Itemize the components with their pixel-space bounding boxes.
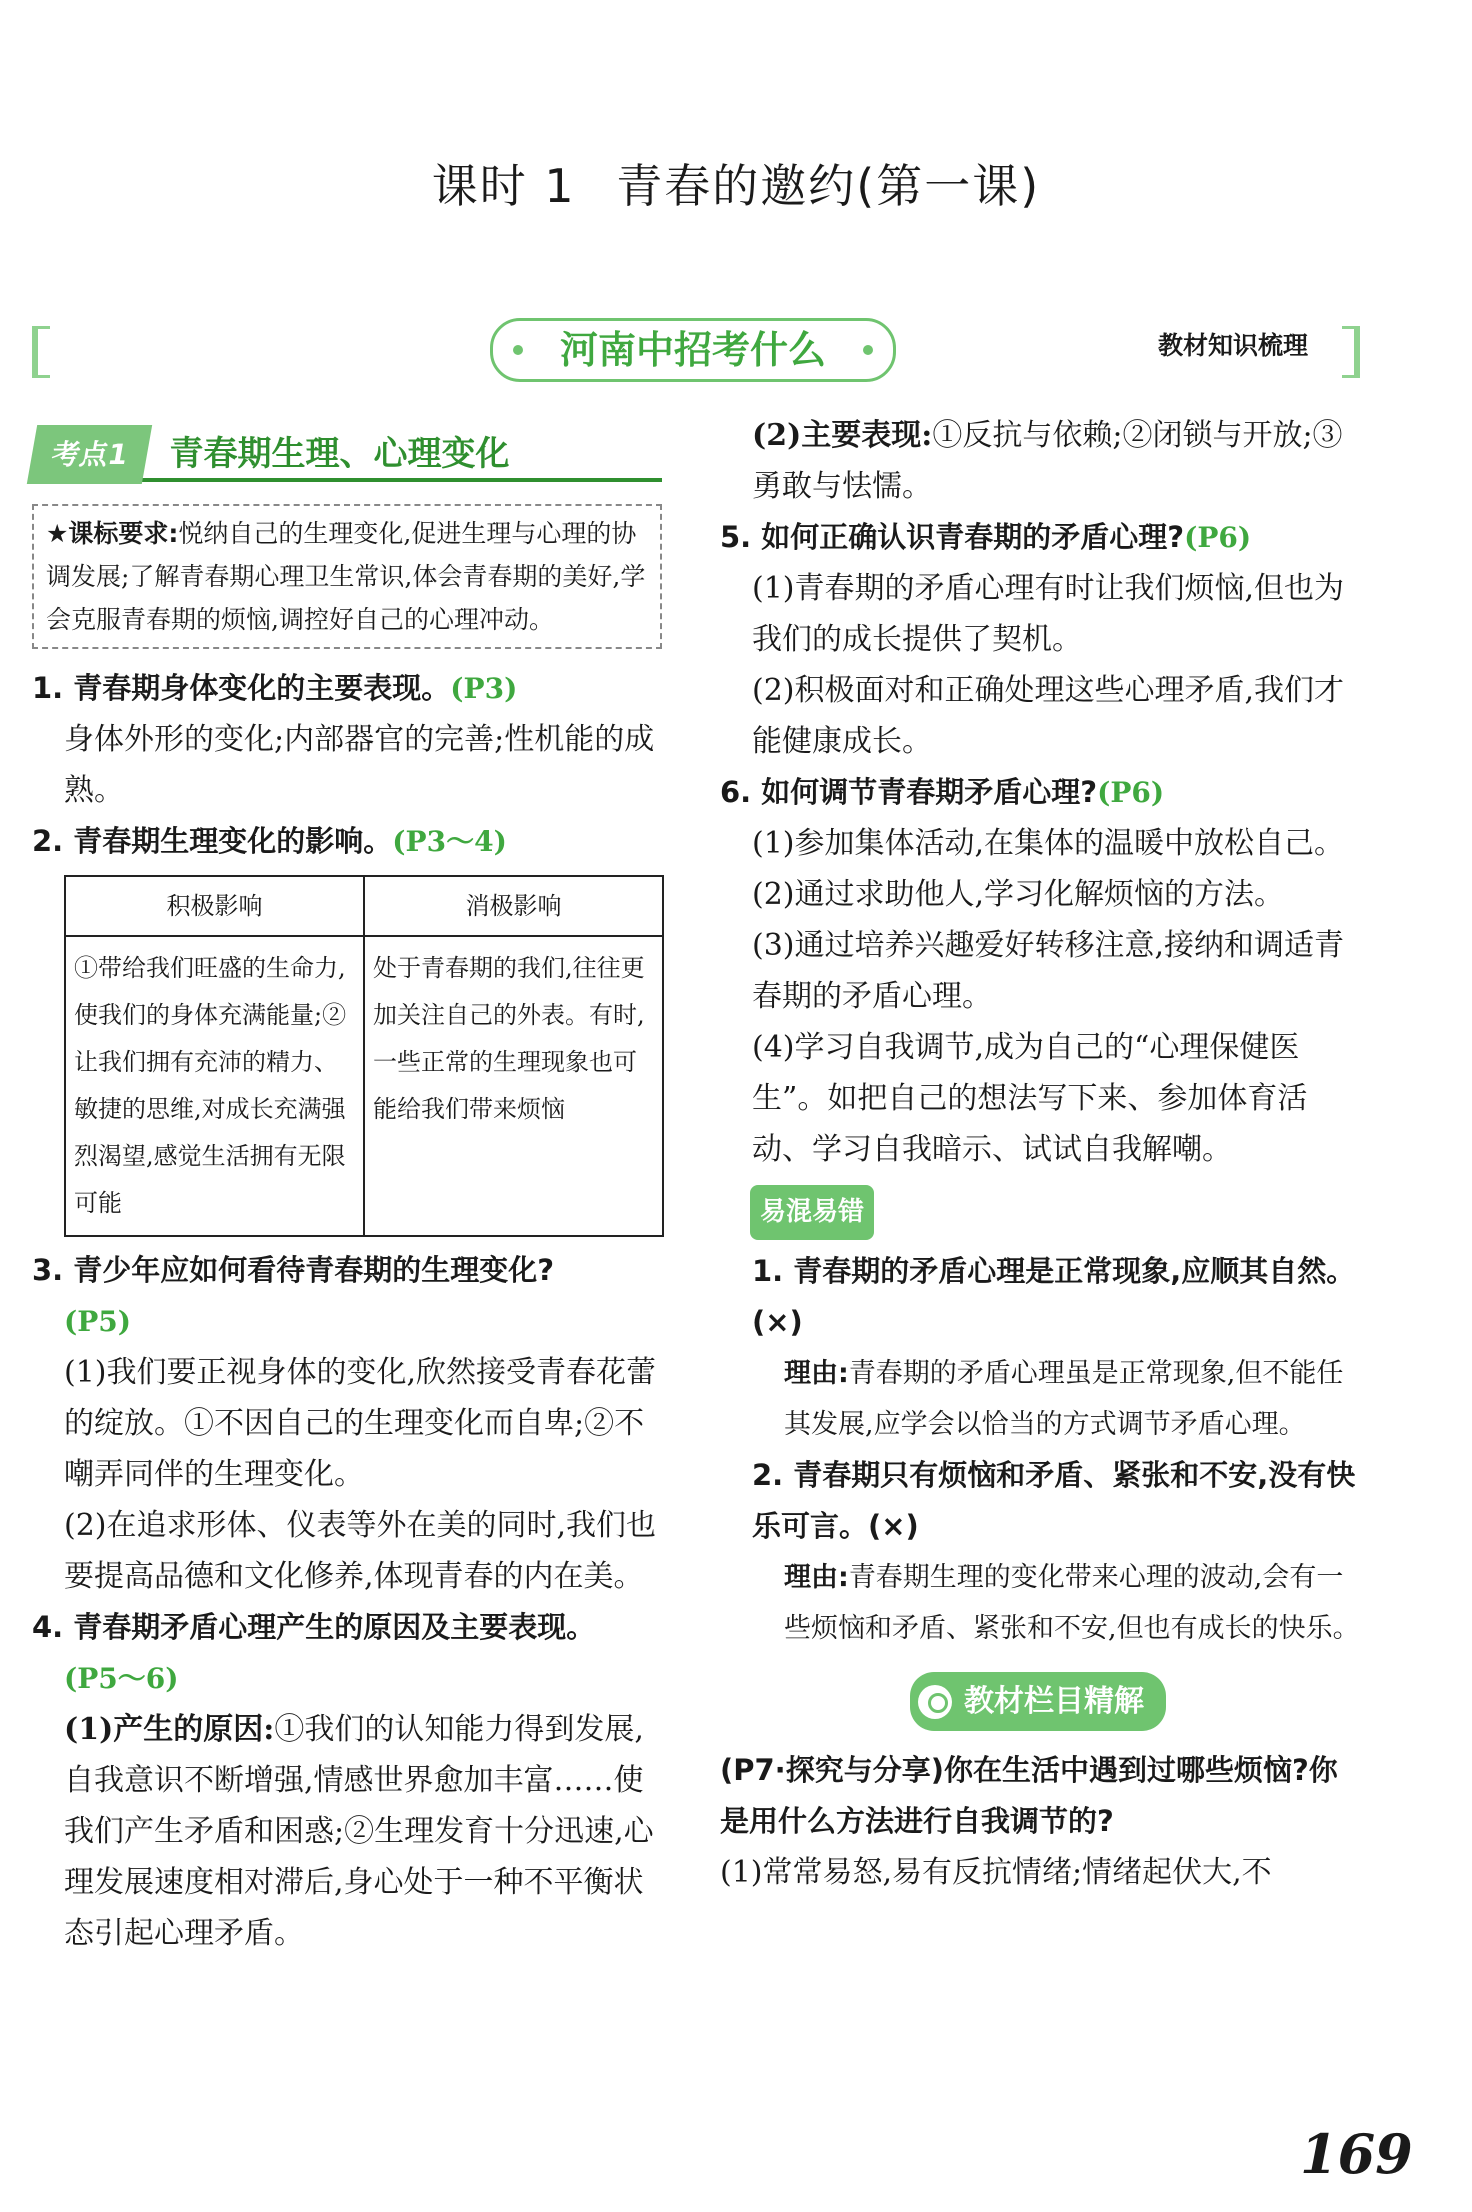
right-column (720, 410, 1360, 1898)
answer-6-1: (1)参加集体活动,在集体的温暖中放松自己。 (752, 826, 1345, 861)
reason-2: 理由:青春期生理的变化带来心理的波动,会有一些烦恼和矛盾、紧张和不安,但也有成长的快乐。 (784, 1562, 1360, 1644)
requirement-label: ★课标要求: (46, 519, 179, 548)
key-point-title: 青春期生理、心理变化 (169, 433, 510, 474)
table-cell-positive: ①带给我们旺盛的生命力,使我们的身体充满能量;②让我们拥有充沛的精力、敏捷的思维,对成长充满强烈渴望,感觉生活拥有无限可能 (65, 936, 364, 1236)
influence-table (64, 875, 664, 1237)
question-3: 3. 青少年应如何看待青春期的生理变化? (32, 1253, 555, 1287)
answer-3-1: (1)我们要正视身体的变化,欣然接受青春花蕾的绽放。①不因自己的生理变化而自卑;②不嘲弄同伴的生理变化。 (64, 1355, 657, 1492)
page-number: 169 (1300, 2122, 1413, 2186)
banner-dot-icon (863, 345, 873, 355)
banner-dot-icon (513, 345, 523, 355)
table-header-negative: 消极影响 (364, 876, 663, 936)
table-cell-negative: 处于青春期的我们,往往更加关注自己的外表。有时,一些正常的生理现象也可能给我们带来烦恼 (364, 936, 663, 1236)
page-ref: (P5～6) (64, 1662, 179, 1695)
textbook-question: (P7·探究与分享)你在生活中遇到过哪些烦恼?你是用什么方法进行自我调节的? (720, 1753, 1338, 1838)
page-ref: (P5) (64, 1305, 132, 1338)
section-banner (490, 318, 896, 382)
banner-text: 河南中招考什么 (559, 328, 826, 372)
banner-left-bracket (32, 326, 50, 378)
mistake-1: 1. 青春期的矛盾心理是正常现象,应顺其自然。(×) (752, 1254, 1356, 1339)
question-1: 1. 青春期身体变化的主要表现。(P3) (32, 671, 518, 705)
answer-6-3: (3)通过培养兴趣爱好转移注意,接纳和调适青春期的矛盾心理。 (752, 928, 1345, 1014)
question-5: 5. 如何正确认识青春期的矛盾心理?(P6) (720, 520, 1252, 554)
answer-1: 身体外形的变化;内部器官的完善;性机能的成熟。 (64, 722, 655, 808)
question-4: 4. 青春期矛盾心理产生的原因及主要表现。 (32, 1610, 596, 1644)
mistake-2: 2. 青春期只有烦恼和矛盾、紧张和不安,没有快乐可言。(×) (752, 1458, 1356, 1543)
page-title (0, 150, 1472, 216)
answer-5-1: (1)青春期的矛盾心理有时让我们烦恼,但也为我们的成长提供了契机。 (752, 571, 1345, 657)
table-header-positive: 积极影响 (65, 876, 364, 936)
banner-right-bracket (1342, 326, 1360, 378)
answer-3-2: (2)在追求形体、仪表等外在美的同时,我们也要提高品德和文化修养,体现青春的内在美。 (64, 1508, 657, 1594)
question-2: 2. 青春期生理变化的影响。(P3～4) (32, 824, 507, 858)
key-point-badge: 考点1 (27, 425, 153, 484)
textbook-answer-1: (1)常常易怒,易有反抗情绪;情绪起伏大,不 (720, 1855, 1272, 1890)
answer-6-2: (2)通过求助他人,学习化解烦恼的方法。 (752, 877, 1285, 912)
page-ref: (P3) (450, 672, 518, 705)
answer-6-4: (4)学习自我调节,成为自己的“心理保健医生”。如把自己的想法写下来、参加体育活动、学习自我暗示、试试自我解嘲。 (752, 1030, 1308, 1167)
page-ref: (P3～4) (392, 825, 507, 858)
question-6: 6. 如何调节青春期矛盾心理?(P6) (720, 775, 1165, 809)
key-point-header (32, 430, 662, 482)
easy-mistake-tag: 易混易错 (750, 1185, 874, 1240)
reason-1: 理由:青春期的矛盾心理虽是正常现象,但不能任其发展,应学会以恰当的方式调节矛盾心理。 (784, 1358, 1344, 1440)
answer-4-2: (2)主要表现:①反抗与依赖;②闭锁与开放;③勇敢与怯懦。 (752, 418, 1343, 504)
requirement-box (32, 504, 662, 649)
answer-5-2: (2)积极面对和正确处理这些心理矛盾,我们才能健康成长。 (752, 673, 1345, 759)
answer-4-1: (1)产生的原因:①我们的认知能力得到发展,自我意识不断增强,情感世界愈加丰富……使我们产生矛盾和困惑;②生理发育十分迅速,心理发展速度相对滞后,身心处于一种不平衡状态引起心理矛盾。 (64, 1712, 654, 1951)
section-tag: 教材知识梳理 (1158, 331, 1309, 360)
lesson-name: 青春的邀约(第一课) (616, 159, 1041, 213)
requirement-text: 悦纳自己的生理变化,促进生理与心理的协调发展;了解青春期心理卫生常识,体会青春期的美好,学会克服青春期的烦恼,调控好自己的心理冲动。 (46, 519, 646, 634)
page-ref: (P6) (1184, 521, 1252, 554)
lesson-number: 课时 1 (431, 159, 576, 213)
left-column (32, 430, 662, 1959)
lightbulb-icon (918, 1685, 952, 1719)
page-ref: (P6) (1097, 776, 1165, 809)
textbook-section-tag: 教材栏目精解 (910, 1672, 1166, 1731)
